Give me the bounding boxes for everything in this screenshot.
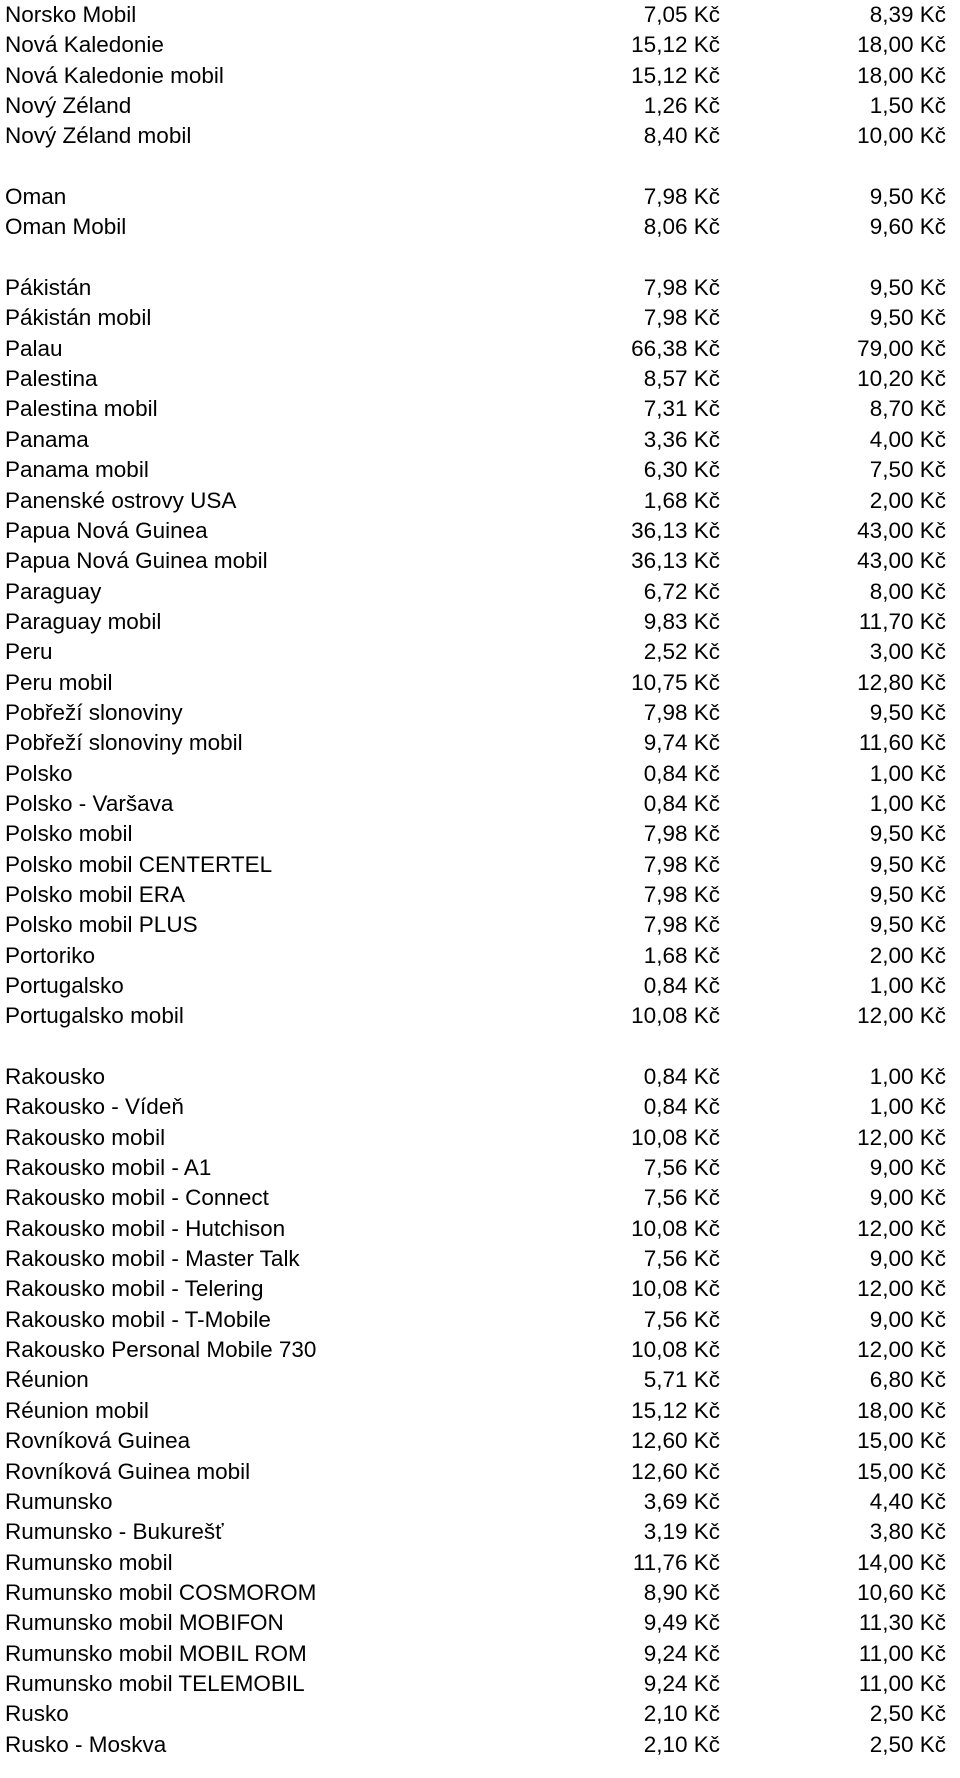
section-spacer bbox=[0, 1032, 960, 1062]
table-row bbox=[0, 819, 960, 849]
destination-name: Nový Zéland mobil bbox=[5, 123, 192, 149]
price-with-vat: 8,70 Kč bbox=[869, 396, 946, 422]
price-without-vat: 7,98 Kč bbox=[643, 821, 720, 847]
price-with-vat: 9,50 Kč bbox=[869, 184, 946, 210]
table-row bbox=[0, 1639, 960, 1669]
price-with-vat: 11,00 Kč bbox=[858, 1670, 946, 1696]
table-row bbox=[0, 1123, 960, 1153]
price-without-vat: 8,06 Kč bbox=[643, 214, 720, 240]
price-without-vat: 7,05 Kč bbox=[643, 2, 720, 27]
destination-name: Réunion mobil bbox=[5, 1397, 149, 1423]
price-with-vat: 3,80 Kč bbox=[869, 1519, 946, 1545]
price-without-vat: 12,60 Kč bbox=[631, 1428, 720, 1454]
price-without-vat: 9,24 Kč bbox=[643, 1640, 720, 1666]
price-with-vat: 7,50 Kč bbox=[869, 457, 946, 483]
table-row bbox=[0, 668, 960, 698]
price-without-vat: 7,98 Kč bbox=[643, 851, 720, 877]
price-without-vat: 7,56 Kč bbox=[643, 1306, 720, 1332]
price-with-vat: 10,00 Kč bbox=[857, 123, 946, 149]
price-with-vat: 6,80 Kč bbox=[869, 1367, 946, 1393]
table-row bbox=[0, 789, 960, 819]
price-with-vat: 1,00 Kč bbox=[869, 760, 946, 786]
price-without-vat: 8,40 Kč bbox=[643, 123, 720, 149]
price-with-vat: 15,00 Kč bbox=[857, 1428, 946, 1454]
destination-name: Rumunsko mobil MOBIL ROM bbox=[5, 1640, 307, 1666]
price-without-vat: 2,52 Kč bbox=[643, 639, 720, 665]
price-with-vat: 9,50 Kč bbox=[869, 305, 946, 331]
price-with-vat: 2,50 Kč bbox=[869, 1701, 946, 1727]
destination-name: Panama mobil bbox=[5, 457, 149, 483]
price-without-vat: 9,74 Kč bbox=[643, 730, 720, 756]
table-row bbox=[0, 30, 960, 60]
table-row bbox=[0, 728, 960, 758]
table-row bbox=[0, 1244, 960, 1274]
price-without-vat: 2,10 Kč bbox=[643, 1731, 720, 1757]
price-with-vat: 12,80 Kč bbox=[857, 669, 946, 695]
price-without-vat: 5,71 Kč bbox=[643, 1367, 720, 1393]
destination-name: Réunion bbox=[5, 1367, 89, 1393]
destination-name: Pobřeží slonoviny mobil bbox=[5, 730, 243, 756]
table-row bbox=[0, 1426, 960, 1456]
price-with-vat: 4,00 Kč bbox=[869, 426, 946, 452]
table-row bbox=[0, 971, 960, 1001]
price-without-vat: 7,98 Kč bbox=[643, 699, 720, 725]
price-without-vat: 10,08 Kč bbox=[631, 1003, 720, 1029]
destination-name: Peru bbox=[5, 639, 53, 665]
price-with-vat: 12,00 Kč bbox=[857, 1215, 946, 1241]
table-row bbox=[0, 880, 960, 910]
table-row bbox=[0, 1335, 960, 1365]
price-with-vat: 9,50 Kč bbox=[869, 821, 946, 847]
price-without-vat: 0,84 Kč bbox=[643, 790, 720, 816]
destination-name: Papua Nová Guinea bbox=[5, 517, 208, 543]
price-without-vat: 6,30 Kč bbox=[643, 457, 720, 483]
table-row bbox=[0, 121, 960, 151]
table-row bbox=[0, 1062, 960, 1092]
price-with-vat: 11,30 Kč bbox=[858, 1610, 946, 1636]
price-without-vat: 7,56 Kč bbox=[643, 1246, 720, 1272]
price-with-vat: 9,50 Kč bbox=[869, 851, 946, 877]
destination-name: Nová Kaledonie mobil bbox=[5, 62, 224, 88]
destination-name: Rakousko mobil - Hutchison bbox=[5, 1215, 286, 1241]
destination-name: Panama bbox=[5, 426, 89, 452]
destination-name: Rusko bbox=[5, 1701, 69, 1727]
destination-name: Rumunsko mobil COSMOROM bbox=[5, 1579, 317, 1605]
section-spacer bbox=[0, 152, 960, 182]
price-with-vat: 15,00 Kč bbox=[857, 1458, 946, 1484]
table-row bbox=[0, 607, 960, 637]
table-row bbox=[0, 334, 960, 364]
price-with-vat: 79,00 Kč bbox=[857, 335, 946, 361]
price-without-vat: 10,08 Kč bbox=[631, 1276, 720, 1302]
price-with-vat: 9,60 Kč bbox=[869, 214, 946, 240]
destination-name: Oman bbox=[5, 184, 67, 210]
destination-name: Peru mobil bbox=[5, 669, 113, 695]
price-without-vat: 1,26 Kč bbox=[643, 93, 720, 119]
table-row bbox=[0, 941, 960, 971]
destination-name: Pobřeží slonoviny bbox=[5, 699, 183, 725]
section-spacer bbox=[0, 243, 960, 273]
table-row bbox=[0, 455, 960, 485]
price-without-vat: 8,57 Kč bbox=[643, 366, 720, 392]
price-without-vat: 7,56 Kč bbox=[643, 1155, 720, 1181]
table-row bbox=[0, 0, 960, 30]
price-with-vat: 9,00 Kč bbox=[869, 1185, 946, 1211]
destination-name: Papua Nová Guinea mobil bbox=[5, 548, 268, 574]
table-row bbox=[0, 577, 960, 607]
table-row bbox=[0, 364, 960, 394]
price-without-vat: 0,84 Kč bbox=[643, 760, 720, 786]
price-with-vat: 1,00 Kč bbox=[869, 973, 946, 998]
table-row bbox=[0, 1487, 960, 1517]
table-row bbox=[0, 1548, 960, 1578]
destination-name: Polsko mobil ERA bbox=[5, 881, 186, 907]
destination-name: Rakousko mobil - Connect bbox=[5, 1185, 269, 1211]
price-without-vat: 0,84 Kč bbox=[643, 1094, 720, 1120]
price-with-vat: 8,00 Kč bbox=[869, 578, 946, 604]
destination-name: Rakousko bbox=[5, 1064, 106, 1090]
table-row bbox=[0, 910, 960, 940]
price-without-vat: 9,83 Kč bbox=[643, 608, 720, 634]
price-with-vat: 2,00 Kč bbox=[869, 942, 946, 968]
destination-name: Polsko bbox=[5, 760, 73, 786]
destination-name: Nová Kaledonie bbox=[5, 32, 164, 58]
price-without-vat: 10,08 Kč bbox=[631, 1215, 720, 1241]
price-without-vat: 15,12 Kč bbox=[631, 32, 720, 58]
table-row bbox=[0, 1730, 960, 1760]
price-without-vat: 36,13 Kč bbox=[631, 548, 720, 574]
table-row bbox=[0, 182, 960, 212]
price-with-vat: 12,00 Kč bbox=[857, 1124, 946, 1150]
destination-name: Pákistán mobil bbox=[5, 305, 152, 331]
destination-name: Portoriko bbox=[5, 942, 96, 968]
price-without-vat: 7,31 Kč bbox=[643, 396, 720, 422]
destination-name: Paraguay bbox=[5, 578, 102, 604]
price-without-vat: 15,12 Kč bbox=[631, 62, 720, 88]
price-without-vat: 1,68 Kč bbox=[643, 942, 720, 968]
price-with-vat: 3,00 Kč bbox=[869, 639, 946, 665]
price-without-vat: 15,12 Kč bbox=[631, 1397, 720, 1423]
table-row bbox=[0, 698, 960, 728]
table-row bbox=[0, 1669, 960, 1699]
table-row bbox=[0, 1153, 960, 1183]
table-row bbox=[0, 1517, 960, 1547]
table-row bbox=[0, 1396, 960, 1426]
destination-name: Portugalsko bbox=[5, 973, 124, 998]
price-without-vat: 7,98 Kč bbox=[643, 881, 720, 907]
destination-name: Rovníková Guinea mobil bbox=[5, 1458, 251, 1484]
price-with-vat: 11,60 Kč bbox=[858, 730, 946, 756]
destination-name: Panenské ostrovy USA bbox=[5, 487, 237, 513]
destination-name: Rakousko mobil - Master Talk bbox=[5, 1246, 300, 1272]
price-with-vat: 1,00 Kč bbox=[869, 1064, 946, 1090]
price-with-vat: 14,00 Kč bbox=[857, 1549, 946, 1575]
price-with-vat: 9,00 Kč bbox=[869, 1246, 946, 1272]
destination-name: Rakousko mobil - Telering bbox=[5, 1276, 264, 1302]
price-without-vat: 7,98 Kč bbox=[643, 912, 720, 938]
price-with-vat: 12,00 Kč bbox=[857, 1276, 946, 1302]
price-with-vat: 1,50 Kč bbox=[869, 93, 946, 119]
table-row bbox=[0, 850, 960, 880]
price-with-vat: 10,20 Kč bbox=[857, 366, 946, 392]
price-with-vat: 9,00 Kč bbox=[869, 1155, 946, 1181]
destination-name: Rakousko Personal Mobile 730 bbox=[5, 1337, 317, 1363]
price-with-vat: 9,50 Kč bbox=[869, 275, 946, 301]
table-row bbox=[0, 1457, 960, 1487]
price-without-vat: 1,68 Kč bbox=[643, 487, 720, 513]
price-without-vat: 66,38 Kč bbox=[631, 335, 720, 361]
table-row bbox=[0, 1699, 960, 1729]
table-row bbox=[0, 486, 960, 516]
price-with-vat: 9,50 Kč bbox=[869, 881, 946, 907]
table-row bbox=[0, 303, 960, 333]
table-row bbox=[0, 1214, 960, 1244]
table-row bbox=[0, 1578, 960, 1608]
table-row bbox=[0, 273, 960, 303]
destination-name: Rakousko mobil - T-Mobile bbox=[5, 1306, 271, 1332]
price-without-vat: 6,72 Kč bbox=[643, 578, 720, 604]
table-row bbox=[0, 759, 960, 789]
table-row bbox=[0, 394, 960, 424]
price-without-vat: 3,69 Kč bbox=[643, 1488, 720, 1514]
price-without-vat: 7,56 Kč bbox=[643, 1185, 720, 1211]
destination-name: Rumunsko mobil bbox=[5, 1549, 173, 1575]
price-without-vat: 7,98 Kč bbox=[643, 305, 720, 331]
price-with-vat: 10,60 Kč bbox=[857, 1579, 946, 1605]
price-without-vat: 10,75 Kč bbox=[631, 669, 720, 695]
table-row bbox=[0, 91, 960, 121]
price-with-vat: 2,00 Kč bbox=[869, 487, 946, 513]
destination-name: Polsko mobil CENTERTEL bbox=[5, 851, 273, 877]
price-with-vat: 11,70 Kč bbox=[858, 608, 946, 634]
destination-name: Rumunsko mobil MOBIFON bbox=[5, 1610, 284, 1636]
price-with-vat: 43,00 Kč bbox=[857, 517, 946, 543]
destination-name: Rumunsko mobil TELEMOBIL bbox=[5, 1670, 305, 1696]
destination-name: Oman Mobil bbox=[5, 214, 127, 240]
table-row bbox=[0, 61, 960, 91]
destination-name: Pákistán bbox=[5, 275, 92, 301]
destination-name: Rakousko mobil bbox=[5, 1124, 166, 1150]
price-without-vat: 12,60 Kč bbox=[631, 1458, 720, 1484]
destination-name: Rusko - Moskva bbox=[5, 1731, 167, 1757]
table-row bbox=[0, 425, 960, 455]
price-without-vat: 9,24 Kč bbox=[643, 1670, 720, 1696]
price-with-vat: 9,50 Kč bbox=[869, 912, 946, 938]
destination-name: Polsko mobil PLUS bbox=[5, 912, 198, 938]
destination-name: Paraguay mobil bbox=[5, 608, 162, 634]
destination-name: Rumunsko - Bukurešť bbox=[5, 1519, 224, 1545]
destination-name: Polsko - Varšava bbox=[5, 790, 174, 816]
price-without-vat: 7,98 Kč bbox=[643, 275, 720, 301]
price-without-vat: 36,13 Kč bbox=[631, 517, 720, 543]
price-with-vat: 1,00 Kč bbox=[869, 1094, 946, 1120]
table-row bbox=[0, 546, 960, 576]
price-without-vat: 8,90 Kč bbox=[643, 1579, 720, 1605]
price-with-vat: 8,39 Kč bbox=[869, 2, 946, 27]
price-without-vat: 2,10 Kč bbox=[643, 1701, 720, 1727]
price-without-vat: 7,98 Kč bbox=[643, 184, 720, 210]
price-with-vat: 9,00 Kč bbox=[869, 1306, 946, 1332]
price-with-vat: 11,00 Kč bbox=[858, 1640, 946, 1666]
destination-name: Rakousko - Vídeň bbox=[5, 1094, 184, 1120]
destination-name: Polsko mobil bbox=[5, 821, 133, 847]
price-without-vat: 0,84 Kč bbox=[643, 1064, 720, 1090]
price-with-vat: 12,00 Kč bbox=[857, 1003, 946, 1029]
price-without-vat: 3,19 Kč bbox=[643, 1519, 720, 1545]
destination-name: Portugalsko mobil bbox=[5, 1003, 184, 1029]
price-without-vat: 9,49 Kč bbox=[643, 1610, 720, 1636]
table-row bbox=[0, 1092, 960, 1122]
price-without-vat: 11,76 Kč bbox=[632, 1549, 720, 1575]
destination-name: Palestina bbox=[5, 366, 98, 392]
table-row bbox=[0, 1183, 960, 1213]
price-with-vat: 18,00 Kč bbox=[857, 1397, 946, 1423]
table-row bbox=[0, 212, 960, 242]
price-with-vat: 4,40 Kč bbox=[869, 1488, 946, 1514]
destination-name: Palau bbox=[5, 335, 63, 361]
table-row bbox=[0, 1365, 960, 1395]
price-with-vat: 9,50 Kč bbox=[869, 699, 946, 725]
price-with-vat: 2,50 Kč bbox=[869, 1731, 946, 1757]
price-with-vat: 12,00 Kč bbox=[857, 1337, 946, 1363]
price-with-vat: 1,00 Kč bbox=[869, 790, 946, 816]
destination-name: Rovníková Guinea bbox=[5, 1428, 191, 1454]
destination-name: Palestina mobil bbox=[5, 396, 158, 422]
price-without-vat: 3,36 Kč bbox=[643, 426, 720, 452]
destination-name: Nový Zéland bbox=[5, 93, 132, 119]
table-row bbox=[0, 1305, 960, 1335]
price-without-vat: 0,84 Kč bbox=[643, 973, 720, 998]
price-with-vat: 18,00 Kč bbox=[857, 62, 946, 88]
destination-name: Rakousko mobil - A1 bbox=[5, 1155, 212, 1181]
table-row bbox=[0, 1001, 960, 1031]
destination-name: Norsko Mobil bbox=[5, 2, 137, 27]
table-row bbox=[0, 1274, 960, 1304]
price-with-vat: 18,00 Kč bbox=[857, 32, 946, 58]
destination-name: Rumunsko bbox=[5, 1488, 113, 1514]
table-row bbox=[0, 1608, 960, 1638]
table-row bbox=[0, 637, 960, 667]
price-without-vat: 10,08 Kč bbox=[631, 1124, 720, 1150]
price-without-vat: 10,08 Kč bbox=[631, 1337, 720, 1363]
price-with-vat: 43,00 Kč bbox=[857, 548, 946, 574]
table-row bbox=[0, 516, 960, 546]
